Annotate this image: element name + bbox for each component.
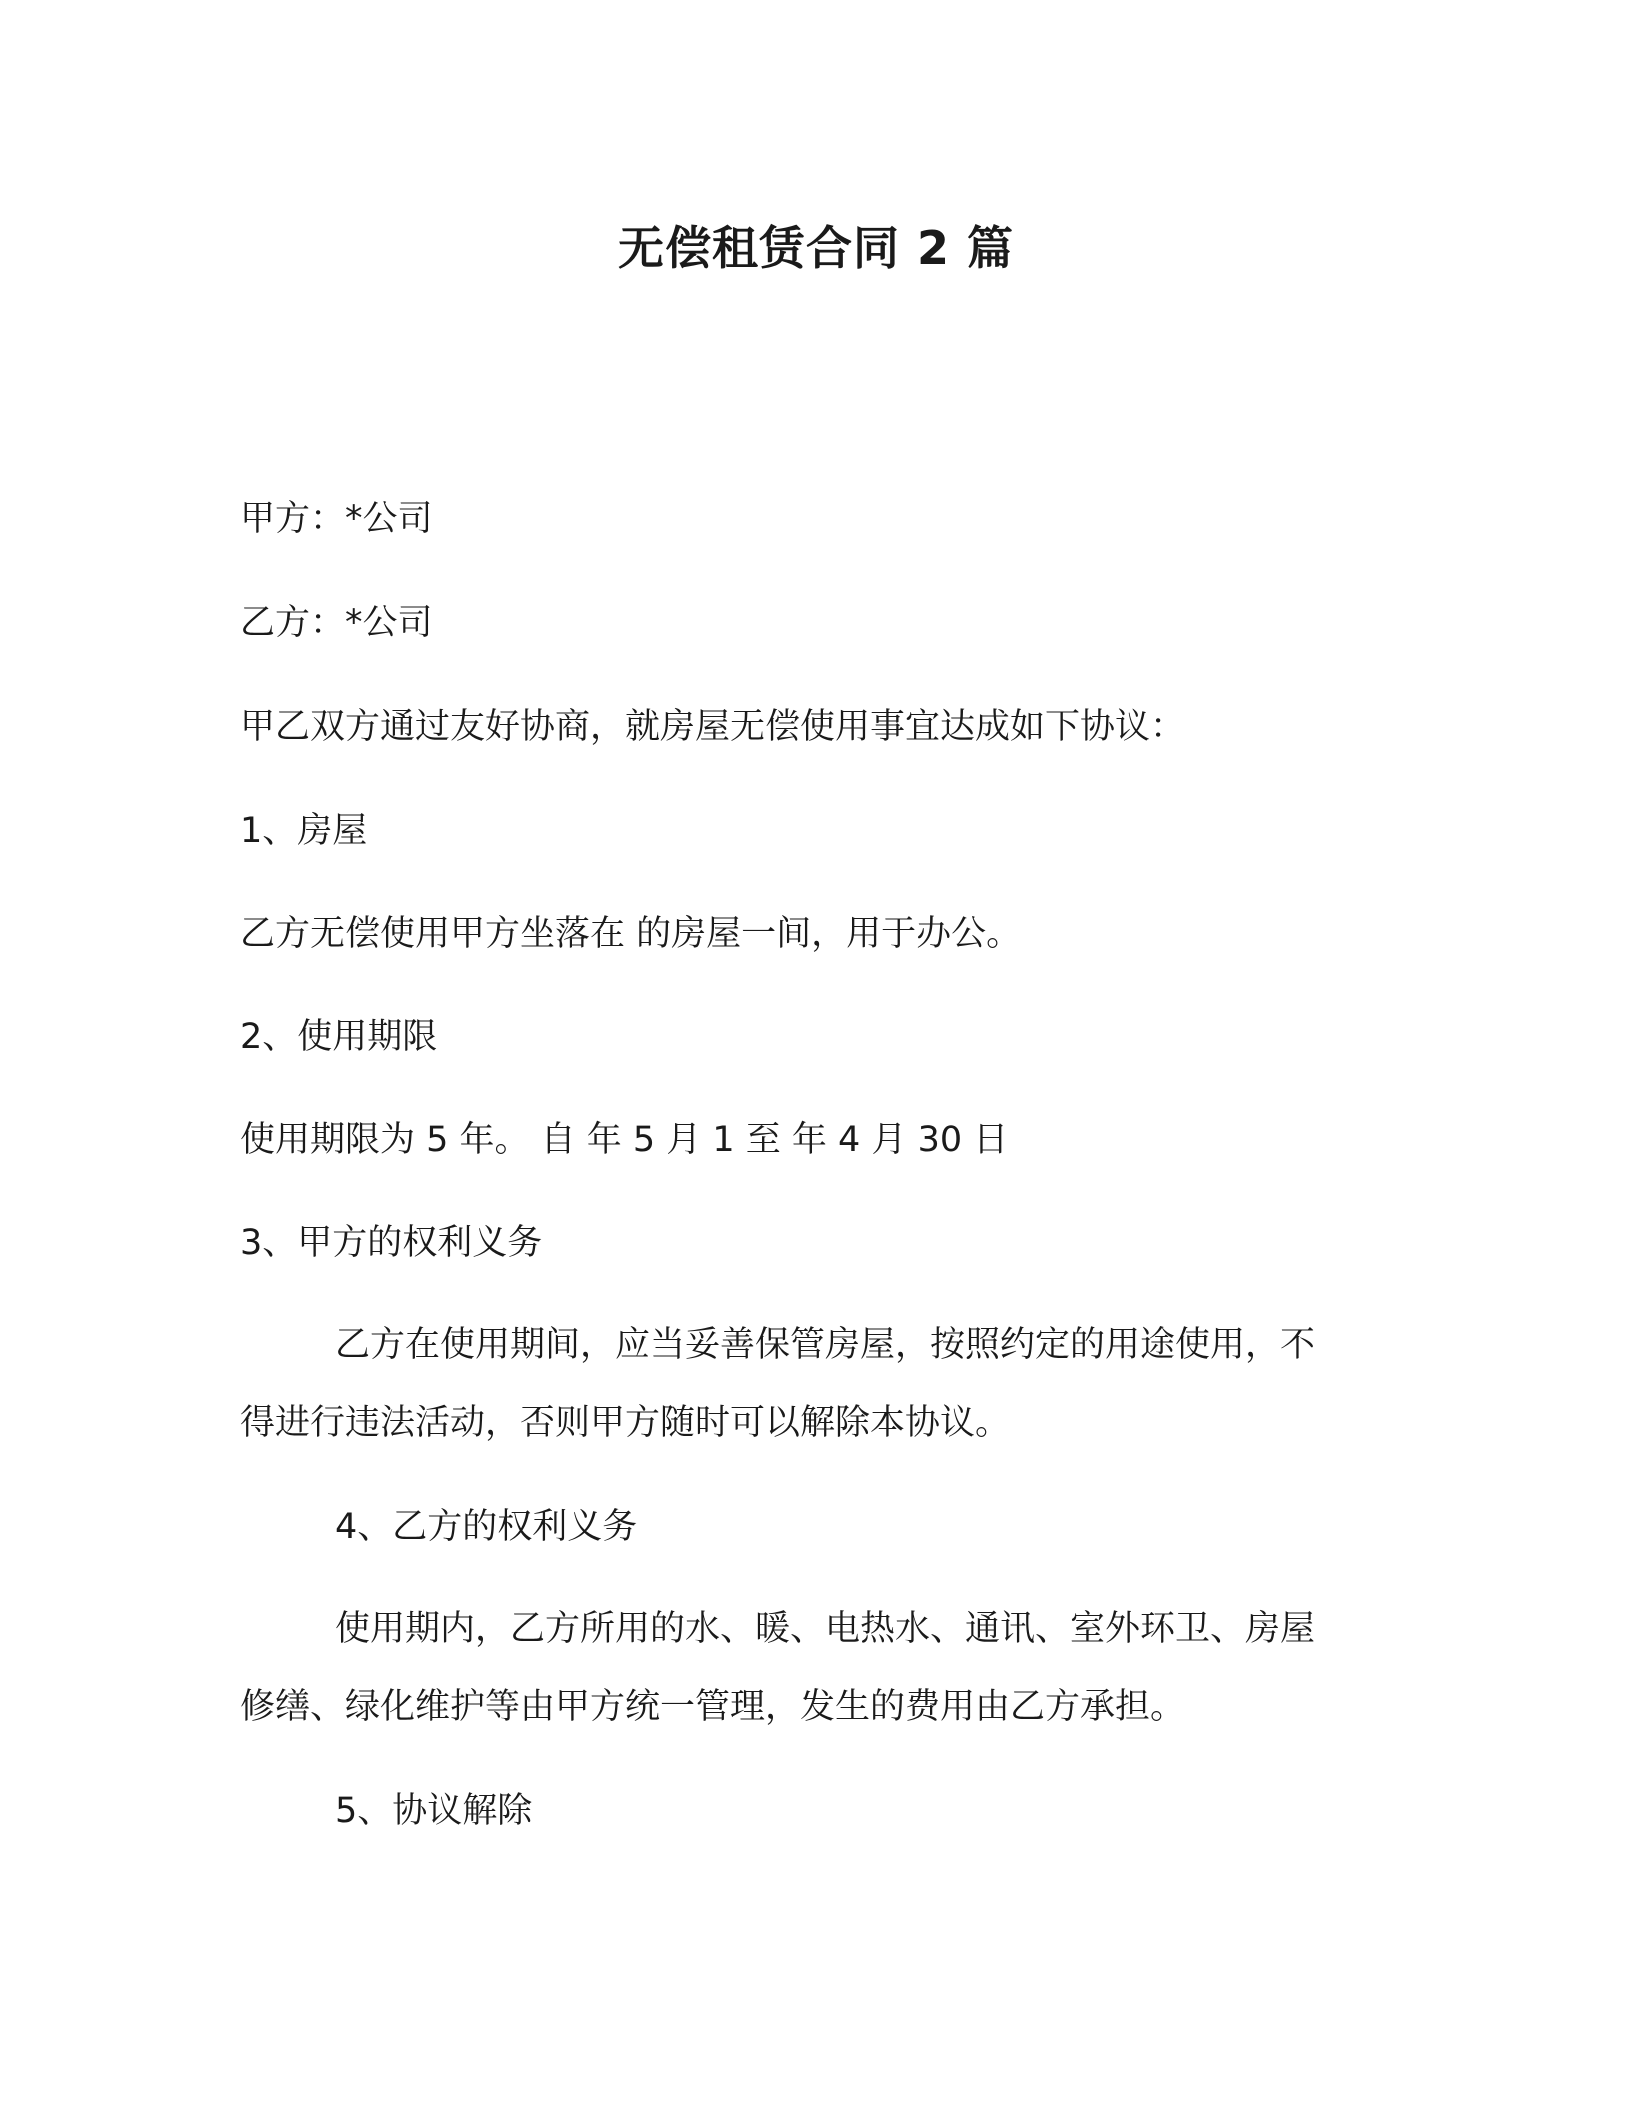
section-4-heading: 4、乙方的权利义务 xyxy=(335,1507,638,1547)
section-2-body: 使用期限为 5 年。 自 年 5 月 1 至 年 4 月 30 日 xyxy=(240,1120,1009,1160)
party-b: 乙方：*公司 xyxy=(240,603,433,643)
section-1-body: 乙方无偿使用甲方坐落在 的房屋一间，用于办公。 xyxy=(240,914,1022,954)
section-4-body-line-2: 修缮、绿化维护等由甲方统一管理，发生的费用由乙方承担。 xyxy=(240,1687,1186,1727)
intro-paragraph: 甲乙双方通过友好协商，就房屋无偿使用事宜达成如下协议： xyxy=(240,707,1186,747)
section-3-heading: 3、甲方的权利义务 xyxy=(240,1223,543,1263)
document-title: 无偿租赁合同 2 篇 xyxy=(617,221,1015,275)
section-5-heading: 5、协议解除 xyxy=(335,1791,533,1831)
section-3-body-line-1: 乙方在使用期间，应当妥善保管房屋，按照约定的用途使用，不 xyxy=(335,1325,1316,1365)
party-a: 甲方：*公司 xyxy=(240,499,433,539)
section-4-body-line-1: 使用期内，乙方所用的水、暖、电热水、通讯、室外环卫、房屋 xyxy=(335,1609,1316,1649)
section-3-body-line-2: 得进行违法活动，否则甲方随时可以解除本协议。 xyxy=(240,1403,1011,1443)
section-1-heading: 1、房屋 xyxy=(240,811,368,851)
section-2-heading: 2、使用期限 xyxy=(240,1017,438,1057)
